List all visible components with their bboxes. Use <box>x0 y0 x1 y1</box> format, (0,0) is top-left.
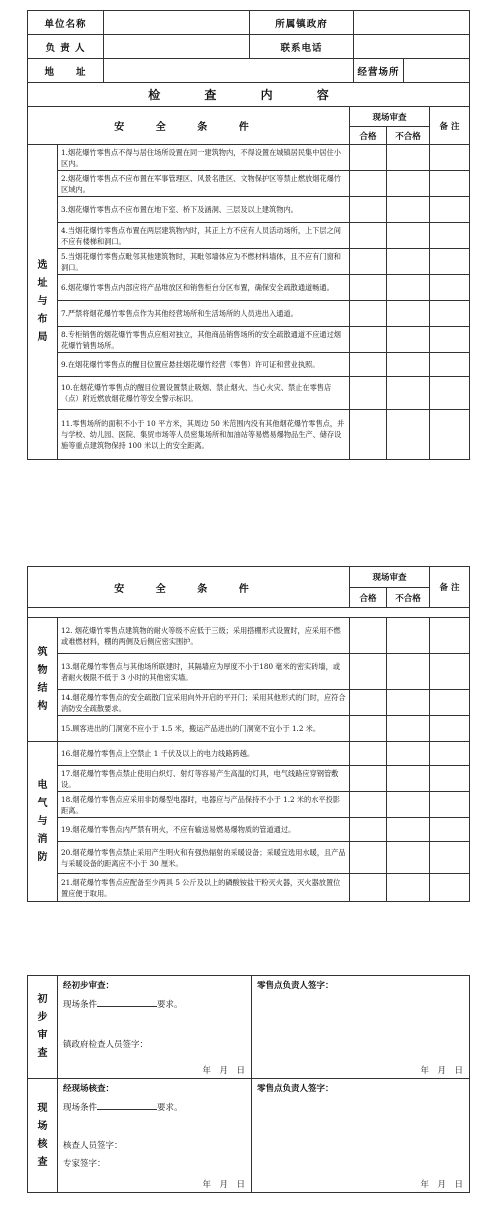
checklist-table-1 <box>27 106 470 460</box>
pass-cell[interactable] <box>350 654 387 690</box>
fail-cell[interactable] <box>387 842 430 874</box>
remark-cell[interactable] <box>430 842 470 874</box>
onsite-review-date: 年 月 日 <box>202 1180 245 1190</box>
pass-cell[interactable] <box>350 818 387 842</box>
info-table <box>27 10 470 107</box>
business-place-field[interactable] <box>404 59 470 83</box>
checklist-row <box>28 327 470 353</box>
fail-header-2: 不合格 <box>387 588 430 608</box>
review-table <box>27 975 470 1193</box>
checklist-item-text: 9.在烟花爆竹零售点的醒目位置应悬挂烟花爆竹经营（零售）许可证和营业执照。 <box>58 353 350 377</box>
onsite-review-title: 经现场核查： <box>63 1084 115 1094</box>
fail-cell[interactable] <box>387 327 430 353</box>
fail-cell[interactable] <box>387 223 430 249</box>
checklist-row <box>28 410 470 460</box>
pass-header-2: 合格 <box>350 588 387 608</box>
remark-cell[interactable] <box>430 410 470 460</box>
fail-cell[interactable] <box>387 171 430 197</box>
phone-label: 联系电话 <box>250 35 354 59</box>
onsite-review-cell[interactable] <box>58 1079 252 1193</box>
checklist-row <box>28 742 470 766</box>
initial-review-date: 年 月 日 <box>202 1066 245 1076</box>
fail-cell[interactable] <box>387 654 430 690</box>
checklist-item-text: 11.零售场所的面积不小于 10 平方米，其周边 50 米范围内没有其他烟花爆竹零售点，并与学校、幼儿园、医院、集贸市场等人员密集场所和加油站等易燃易爆物品生产、储存设施等重点建筑物保持 100 米以上的安全距离。 <box>58 410 350 460</box>
site-condition-blank[interactable] <box>97 997 157 1007</box>
remark-cell[interactable] <box>430 792 470 818</box>
remark-cell[interactable] <box>430 223 470 249</box>
pass-cell[interactable] <box>350 249 387 275</box>
remark-header: 备 注 <box>430 107 470 145</box>
initial-review-cell[interactable] <box>58 976 252 1079</box>
pass-cell[interactable] <box>350 742 387 766</box>
checklist-item-text: 18.烟花爆竹零售点应采用非防爆型电器时，电器应与产品保持不小于 1.2 米的水平投影距离。 <box>58 792 350 818</box>
section-category: 筑 物 结 构 <box>28 618 58 742</box>
checklist-item-text: 16.烟花爆竹零售点上空禁止 1 千伏及以上的电力线路跨越。 <box>58 742 350 766</box>
fail-cell[interactable] <box>387 818 430 842</box>
remark-cell[interactable] <box>430 327 470 353</box>
checklist-row <box>28 197 470 223</box>
remark-cell[interactable] <box>430 377 470 410</box>
pass-cell[interactable] <box>350 377 387 410</box>
section-category: 选 址 与 布 局 <box>28 145 58 460</box>
remark-cell[interactable] <box>430 874 470 902</box>
checklist-item-text: 6.烟花爆竹零售点内部应将产品堆放区和销售柜台分区布置，确保安全疏散通道畅通。 <box>58 275 350 301</box>
pass-cell[interactable] <box>350 690 387 716</box>
fail-cell[interactable] <box>387 301 430 327</box>
fail-cell[interactable] <box>387 742 430 766</box>
checklist-row <box>28 766 470 792</box>
checklist-item-text: 5.当烟花爆竹零售点毗邻其他建筑物时，其毗邻墙体应为不燃材料墙体，且不应有门窗和洞口。 <box>58 249 350 275</box>
checklist-row <box>28 275 470 301</box>
address-label: 地 址 <box>28 59 104 83</box>
onsite-review-category: 现 场 核 查 <box>28 1079 58 1193</box>
safety-header: 安 全 条 件 <box>28 107 350 145</box>
checklist-item-text: 8.专柜销售的烟花爆竹零售点应相对独立，其他商品销售场所的安全疏散通道不应通过烟花爆竹销售场所。 <box>58 327 350 353</box>
initial-review-title: 经初步审查： <box>63 981 115 991</box>
fail-cell[interactable] <box>387 792 430 818</box>
remark-cell[interactable] <box>430 818 470 842</box>
checklist-row <box>28 618 470 654</box>
checklist-item-text: 7.严禁将烟花爆竹零售点作为其他经营场所和生活场所的人员进出入通道。 <box>58 301 350 327</box>
safety-header-2: 安 全 条 件 <box>28 567 350 608</box>
checklist-item-text: 13.烟花爆竹零售点与其他场所联建时，其隔墙应为厚度不小于180 毫米的密实砖墙，或者耐火极限不低于 3 小时的其他密实墙。 <box>58 654 350 690</box>
retail-sign-cell-1[interactable] <box>252 976 470 1079</box>
pass-cell[interactable] <box>350 327 387 353</box>
checklist-item-text: 12. 烟花爆竹零售点建筑物的耐火等级不应低于三级；采用搭棚形式设置时，应采用不燃或难燃材料，棚的两侧及后侧应密实围护。 <box>58 618 350 654</box>
checklist-row <box>28 171 470 197</box>
fail-header: 不合格 <box>387 127 430 145</box>
pass-cell[interactable] <box>350 223 387 249</box>
fail-cell[interactable] <box>387 690 430 716</box>
retail-sign-date-2: 年 月 日 <box>420 1180 463 1190</box>
checklist-row <box>28 654 470 690</box>
pass-cell[interactable] <box>350 275 387 301</box>
checklist-row <box>28 690 470 716</box>
remark-cell[interactable] <box>430 301 470 327</box>
remark-cell[interactable] <box>430 275 470 301</box>
fail-cell[interactable] <box>387 197 430 223</box>
checklist-row <box>28 353 470 377</box>
checklist-item-text: 15.顾客进出的门洞宽不应小于 1.5 米，搬运产品进出的门洞宽不宜小于 1.2 米。 <box>58 716 350 742</box>
site-condition-suffix-2: 要求。 <box>157 1103 183 1113</box>
fail-cell[interactable] <box>387 716 430 742</box>
person-field[interactable] <box>104 35 250 59</box>
remark-cell[interactable] <box>430 690 470 716</box>
pass-cell[interactable] <box>350 410 387 460</box>
pass-cell[interactable] <box>350 353 387 377</box>
fail-cell[interactable] <box>387 618 430 654</box>
checklist-item-text: 1.烟花爆竹零售点不得与居住场所设置在同一建筑物内，不得设置在城镇居民集中居住小区内。 <box>58 145 350 171</box>
retail-sign-label-2: 零售点负责人签字： <box>257 1084 334 1094</box>
town-inspector-label: 镇政府检查人员签字： <box>63 1040 149 1050</box>
checklist-item-text: 21.烟花爆竹零售点应配备至少两具 5 公斤及以上的磷酸铵盐干粉灭火器，灭火器放置位置应便于取用。 <box>58 874 350 902</box>
town-gov-field[interactable] <box>354 11 470 35</box>
checklist-row <box>28 818 470 842</box>
checklist-item-text: 19.烟花爆竹零售点内严禁有明火，不应有输送易燃易爆物质的管道通过。 <box>58 818 350 842</box>
checklist-row <box>28 145 470 171</box>
onsite-header-2: 现场审查 <box>350 567 430 588</box>
remark-cell[interactable] <box>430 353 470 377</box>
site-condition-prefix: 现场条件 <box>63 1000 98 1010</box>
checklist-item-text: 10.在烟花爆竹零售点的醒目位置设置禁止吸烟、禁止烟火、当心火灾、禁止在零售店（点）附近燃放烟花爆竹等安全警示标识。 <box>58 377 350 410</box>
inspector-label: 核查人员签字： <box>63 1141 123 1151</box>
remark-cell[interactable] <box>430 145 470 171</box>
pass-cell[interactable] <box>350 716 387 742</box>
pass-cell[interactable] <box>350 618 387 654</box>
remark-cell[interactable] <box>430 197 470 223</box>
remark-cell[interactable] <box>430 766 470 792</box>
checklist-item-text: 3.烟花爆竹零售点不应布置在地下室、桥下及涵洞、三层及以上建筑物内。 <box>58 197 350 223</box>
checklist-item-text: 4.当烟花爆竹零售点布置在两层建筑物内时，其正上方不应有人员活动场所，上下层之间不应有楼梯和洞口。 <box>58 223 350 249</box>
remark-cell[interactable] <box>430 171 470 197</box>
retail-sign-date-1: 年 月 日 <box>420 1066 463 1076</box>
checklist-row <box>28 716 470 742</box>
remark-header-2: 备 注 <box>430 567 470 608</box>
remark-cell[interactable] <box>430 742 470 766</box>
checklist-row <box>28 842 470 874</box>
remark-cell[interactable] <box>430 716 470 742</box>
checklist-table-2 <box>27 566 470 902</box>
remark-cell[interactable] <box>430 618 470 654</box>
town-gov-label: 所属镇政府 <box>250 11 354 35</box>
business-place-label: 经营场所 <box>354 59 404 83</box>
onsite-header: 现场审查 <box>350 107 430 127</box>
checklist-item-text: 20.烟花爆竹零售点禁止采用产生明火和有强热辐射的采暖设备；采暖宜选用水暖，且产品与采暖设备的距离应不小于 30 厘米。 <box>58 842 350 874</box>
inspection-title: 检 查 内 容 <box>28 83 470 107</box>
pass-header: 合格 <box>350 127 387 145</box>
fail-cell[interactable] <box>387 353 430 377</box>
checklist-row <box>28 792 470 818</box>
pass-cell[interactable] <box>350 792 387 818</box>
phone-field[interactable] <box>354 35 470 59</box>
checklist-row <box>28 377 470 410</box>
pass-cell[interactable] <box>350 197 387 223</box>
fail-cell[interactable] <box>387 145 430 171</box>
checklist-row <box>28 223 470 249</box>
checklist-row <box>28 301 470 327</box>
unit-name-label: 单位名称 <box>28 11 104 35</box>
remark-cell[interactable] <box>430 249 470 275</box>
section-category: 电 气 与 消 防 <box>28 742 58 902</box>
checklist-item-text: 17.烟花爆竹零售点禁止使用白炽灯、射灯等容易产生高温的灯具，电气线路应穿钢管敷设。 <box>58 766 350 792</box>
checklist-row <box>28 874 470 902</box>
fail-cell[interactable] <box>387 249 430 275</box>
site-condition-blank-2[interactable] <box>97 1100 157 1110</box>
site-condition-suffix: 要求。 <box>157 1000 183 1010</box>
pass-cell[interactable] <box>350 145 387 171</box>
pass-cell[interactable] <box>350 766 387 792</box>
pass-cell[interactable] <box>350 301 387 327</box>
fail-cell[interactable] <box>387 275 430 301</box>
pass-cell[interactable] <box>350 842 387 874</box>
checklist-row <box>28 249 470 275</box>
expert-label: 专家签字： <box>63 1159 106 1169</box>
retail-sign-label-1: 零售点负责人签字： <box>257 981 334 991</box>
site-condition-prefix-2: 现场条件 <box>63 1103 98 1113</box>
person-label: 负 责 人 <box>28 35 104 59</box>
initial-review-category: 初 步 审 查 <box>28 976 58 1079</box>
pass-cell[interactable] <box>350 874 387 902</box>
fail-cell[interactable] <box>387 766 430 792</box>
fail-cell[interactable] <box>387 410 430 460</box>
checklist-item-text: 2.烟花爆竹零售点不应布置在军事管理区、风景名胜区、文物保护区等禁止燃放烟花爆竹区域内。 <box>58 171 350 197</box>
retail-sign-cell-2[interactable] <box>252 1079 470 1193</box>
remark-cell[interactable] <box>430 654 470 690</box>
fail-cell[interactable] <box>387 874 430 902</box>
address-field[interactable] <box>104 59 354 83</box>
checklist-item-text: 14.烟花爆竹零售点的安全疏散门宜采用向外开启的平开门；采用其他形式的门时，应符合消防安全疏散要求。 <box>58 690 350 716</box>
pass-cell[interactable] <box>350 171 387 197</box>
unit-name-field[interactable] <box>104 11 250 35</box>
fail-cell[interactable] <box>387 377 430 410</box>
